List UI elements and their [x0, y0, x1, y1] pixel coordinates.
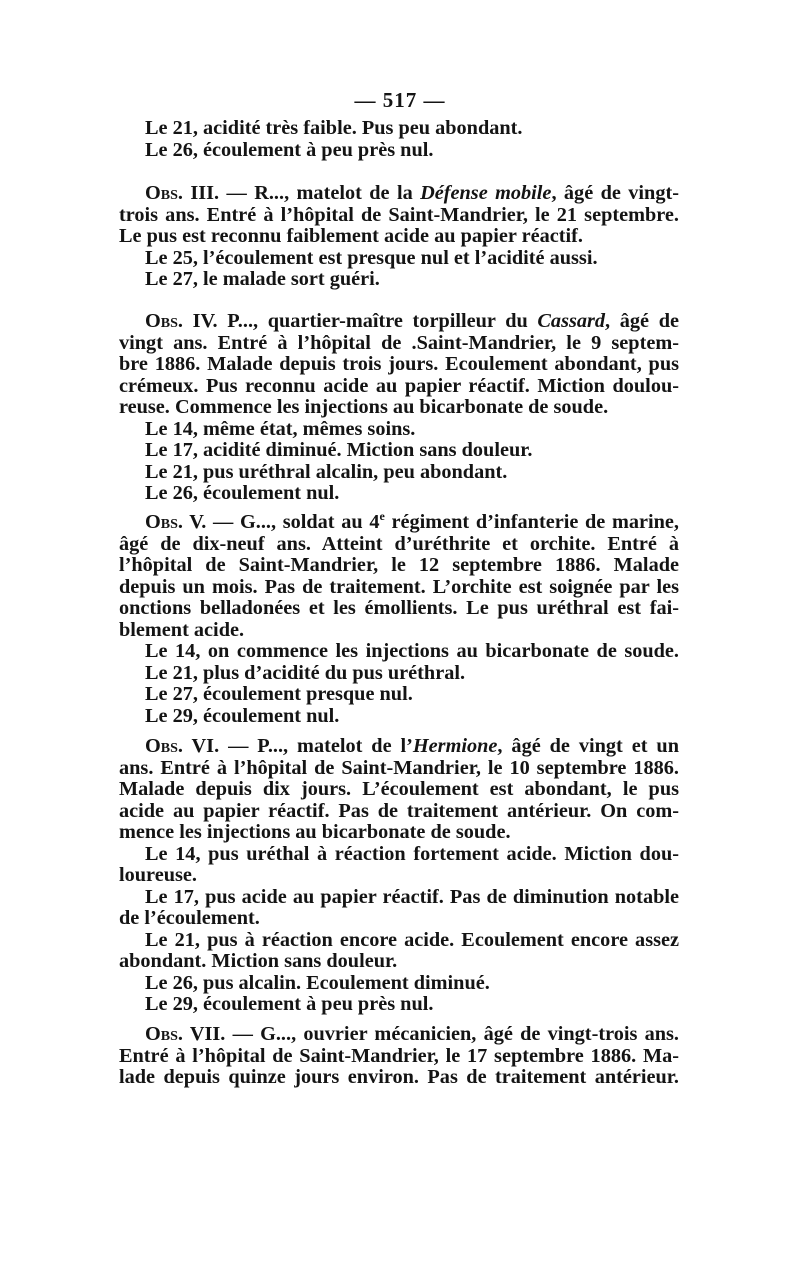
text-line: bre 1886. Malade depuis trois jours. Ecoulement abondant, pus — [119, 353, 679, 375]
text-line: crémeux. Pus reconnu acide au papier réactif. Miction doulou- — [119, 374, 679, 397]
text-span: — R..., matelot de la Défense mobile, âgé de vingt- — [226, 182, 679, 204]
text-line — [119, 311, 679, 333]
text-line: Le 26, écoulement nul. — [145, 482, 340, 504]
text-line: Le 26, pus alcalin. Ecoulement diminué. — [145, 971, 490, 994]
text-line: âgé de dix-neuf ans. Atteint d’uréthrite et orchite. Entré à — [119, 532, 679, 555]
text-line: Malade depuis dix jours. L’écoulement est abondant, le pus — [119, 778, 679, 800]
text-line: Le 14, on commence les injections au bicarbonate de soude. — [145, 640, 679, 662]
text-line: Le 21, pus uréthral alcalin, peu abondant. — [145, 460, 508, 483]
text-line: lade depuis quinze jours environ. Pas de traitement antérieur. — [119, 1066, 679, 1088]
text-line: Le 21, acidité très faible. Pus peu abondant. — [145, 117, 523, 139]
text-line: Le 29, écoulement nul. — [145, 704, 340, 727]
text-line: loureuse. — [119, 864, 197, 886]
text-line: Le 21, plus d’acidité du pus uréthral. — [145, 661, 466, 684]
observation-4 — [119, 311, 679, 505]
observation-3 — [119, 183, 679, 291]
text-line: vingt ans. Entré à l’hôpital de .Saint-Mandrier, le 9 septem- — [119, 331, 679, 354]
text-line — [119, 736, 679, 758]
text-line: Le pus est reconnu faiblement acide au papier réactif. — [119, 225, 583, 247]
text-line: blement acide. — [119, 618, 245, 641]
text-span: — G..., soldat au 4e régiment d’infanterie de marine, — [213, 509, 679, 533]
text-span: — G..., ouvrier mécanicien, âgé de vingt-trois ans. — [232, 1023, 679, 1045]
text-line: trois ans. Entré à l’hôpital de Saint-Mandrier, le 21 septembre. — [119, 203, 679, 226]
observation-6 — [119, 736, 679, 1016]
observation-7 — [119, 1024, 679, 1089]
text-line: Le 26, écoulement à peu près nul. — [145, 138, 434, 161]
text-line: Le 21, pus à réaction encore acide. Ecoulement encore assez — [145, 928, 679, 951]
text-line: onctions belladonées et les émollients. Le pus uréthral est fai- — [119, 597, 679, 619]
text-line — [119, 1024, 679, 1046]
text-line: Le 17, pus acide au papier réactif. Pas de diminution notable — [145, 885, 679, 908]
text-line: depuis un mois. Pas de traitement. L’orchite est soignée par les — [119, 575, 679, 598]
obs-label: Obs. V. — [145, 511, 207, 533]
paragraph-continuation — [119, 118, 679, 161]
obs-label: Obs. IV. — [145, 310, 218, 332]
obs-label: Obs. VI. — [145, 735, 220, 757]
text-line — [119, 183, 679, 205]
text-line: Le 29, écoulement à peu près nul. — [145, 993, 434, 1015]
text-line: de l’écoulement. — [119, 907, 260, 929]
text-span: P..., quartier-maître torpilleur du Cassard, âgé de — [227, 310, 679, 332]
text-line — [119, 509, 679, 534]
text-line: Le 14, pus uréthal à réaction fortement acide. Miction dou- — [145, 842, 679, 865]
text-line: mence les injections au bicarbonate de soude. — [119, 821, 511, 843]
text-line: ans. Entré à l’hôpital de Saint-Mandrier, le 10 septembre 1886. — [119, 756, 679, 779]
text-line: l’hôpital de Saint-Mandrier, le 12 septembre 1886. Malade — [119, 554, 679, 576]
observation-5 — [119, 509, 679, 727]
text-span: — P..., matelot de l’Hermione, âgé de vingt et un — [228, 735, 679, 757]
text-line: Le 25, l’écoulement est presque nul et l’acidité aussi. — [145, 246, 598, 269]
text-line: reuse. Commence les injections au bicarbonate de soude. — [119, 396, 609, 418]
page-number: — 517 — — [354, 88, 446, 112]
text-line: Le 27, écoulement presque nul. — [145, 683, 413, 705]
text-line: acide au papier réactif. Pas de traitement antérieur. On com- — [119, 799, 679, 822]
text-line: Le 27, le malade sort guéri. — [145, 268, 380, 290]
obs-label: Obs. III. — [145, 182, 220, 204]
text-line: Entré à l’hôpital de Saint-Mandrier, le 17 septembre 1886. Ma- — [119, 1044, 679, 1067]
text-line: abondant. Miction sans douleur. — [119, 950, 398, 972]
text-line: Le 17, acidité diminué. Miction sans douleur. — [145, 439, 533, 461]
text-line: Le 14, même état, mêmes soins. — [145, 417, 416, 440]
obs-label: Obs. VII. — [145, 1023, 226, 1045]
